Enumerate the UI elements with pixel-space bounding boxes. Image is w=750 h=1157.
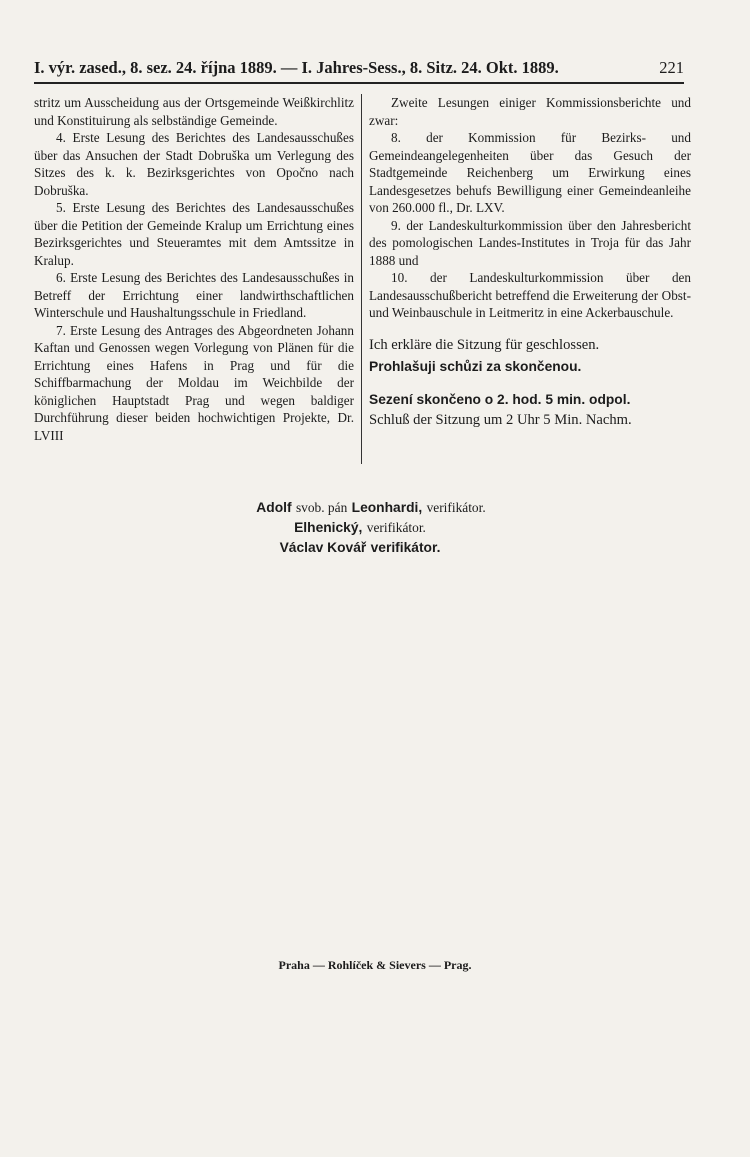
left-paragraph-1: stritz um Ausscheidung aus der Ortsgemeinde Weißkirchlitz und Konstituirung als selbständige Gemeinde. xyxy=(34,95,354,128)
right-paragraph-2: 8. der Kommission für Bezirks- und Gemeindeangelegenheiten über das Gesuch der Stadtgemeinde Reichenberg um Erwirkung eines Landesgesetzes behufs Bewilligung einer Gemeindeanleihe von 260.000 fl., Dr. LXV. xyxy=(369,130,691,215)
closing-statements xyxy=(369,335,691,431)
signature-surname: Leonhardi, xyxy=(351,500,423,515)
signature-leonhardi xyxy=(0,498,750,518)
signature-name: Elhenický, xyxy=(294,520,363,535)
signature-role: verifikátor. xyxy=(426,500,486,515)
header-rule xyxy=(34,82,684,84)
running-head xyxy=(34,58,684,78)
left-paragraph-3: 5. Erste Lesung des Berichtes des Landesausschußes über die Petition der Gemeinde Kralup um Errichtung eines Bezirksgerichtes und Steueramtes mit dem Amtssitze in Kralup. xyxy=(34,200,354,268)
right-paragraph-4: 10. der Landeskulturkommission über den Landesausschußbericht betreffend die Erweiterung der Obst- und Weinbauschule in Leitmeritz in eine Ackerbauschule. xyxy=(369,270,691,320)
closing-time-german: Schluß der Sitzung um 2 Uhr 5 Min. Nachm. xyxy=(369,411,632,428)
signature-first-name: Adolf xyxy=(256,500,292,515)
left-paragraph-4: 6. Erste Lesung des Berichtes des Landesausschußes in Betreff der Errichtung einer landwirthschaftlichen Winterschule und Haushaltungsschule in Friedland. xyxy=(34,270,354,320)
left-paragraph-2: 4. Erste Lesung des Berichtes des Landesausschußes über das Ansuchen der Stadt Dobruška um Verlegung des Sitzes des k. k. Bezirksgerichtes von Opočno nach Dobruška. xyxy=(34,130,354,198)
closing-german: Ich erkläre die Sitzung für geschlossen. xyxy=(369,336,600,353)
printer-imprint: Praha — Rohlíček & Sievers — Prag. xyxy=(278,958,472,972)
closing-czech: Prohlašuji schůzi za skončenou. xyxy=(369,358,582,374)
signature-title: svob. pán xyxy=(295,500,348,515)
left-column xyxy=(34,94,354,444)
page-number: 221 xyxy=(659,58,684,77)
verifier-signatures xyxy=(0,498,750,558)
signature-name: Václav Kovář xyxy=(279,540,367,555)
right-paragraph-3: 9. der Landeskulturkommission über den Jahresbericht des pomologischen Landes-Institutes in Troja für das Jahr 1888 und xyxy=(369,217,691,268)
right-column xyxy=(369,94,691,431)
left-paragraph-5: 7. Erste Lesung des Antrages des Abgeordneten Johann Kaftan und Genossen wegen Vorlegung von Plänen für die Errichtung eines Hafens in Prag und für die Schiffbarmachung der Moldau im Weichbilde der königlichen Hauptstadt Prag und wegen baldiger Durchführung dieser beiden hochwichtigen Projekte, Dr. LVIII xyxy=(34,322,354,443)
right-paragraph-1: Zweite Lesungen einiger Kommissionsberichte und zwar: xyxy=(369,95,691,128)
signature-kovar xyxy=(0,538,750,558)
signature-role: verifikátor. xyxy=(370,540,441,555)
closing-time-czech: Sezení skončeno o 2. hod. 5 min. odpol. xyxy=(369,391,631,407)
signature-elhenicky xyxy=(0,518,750,538)
running-head-title: I. výr. zased., 8. sez. 24. října 1889. — I. Jahres-Sess., 8. Sitz. 24. Okt. 1889. xyxy=(34,58,559,77)
signature-role: verifikátor. xyxy=(366,520,426,535)
column-divider xyxy=(361,94,362,464)
